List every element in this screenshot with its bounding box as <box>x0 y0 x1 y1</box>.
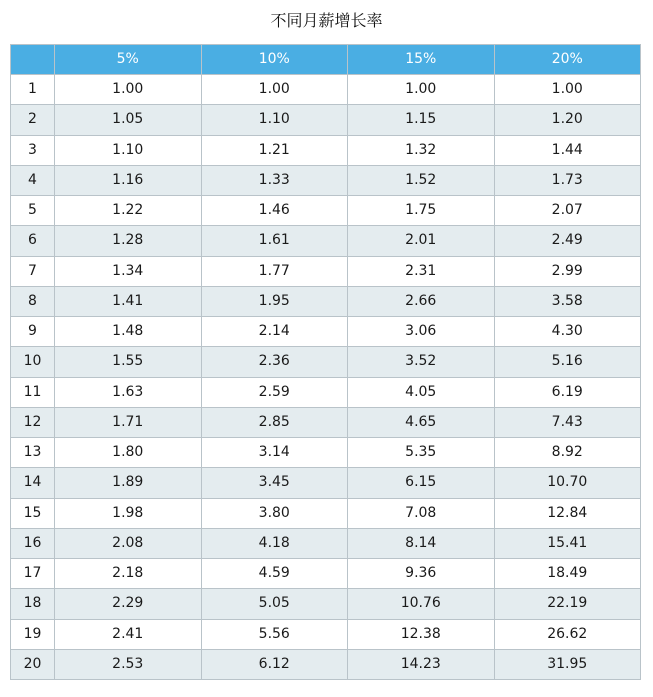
table-cell: 3.58 <box>494 286 641 316</box>
table-cell: 8.14 <box>348 528 495 558</box>
table-cell: 1.71 <box>55 407 202 437</box>
header-cell-15-percent: 15% <box>348 45 495 75</box>
table-cell: 9.36 <box>348 559 495 589</box>
table-cell: 2.07 <box>494 196 641 226</box>
table-row <box>11 407 641 437</box>
table-row <box>11 256 641 286</box>
table-cell: 15.41 <box>494 528 641 558</box>
table-cell: 1.15 <box>348 105 495 135</box>
table-cell: 1.16 <box>55 165 202 195</box>
table-header <box>11 45 641 75</box>
table-cell: 1.63 <box>55 377 202 407</box>
table-cell: 1.00 <box>201 75 348 105</box>
row-index-cell: 15 <box>11 498 55 528</box>
table-cell: 2.01 <box>348 226 495 256</box>
table-cell: 22.19 <box>494 589 641 619</box>
table-cell: 12.38 <box>348 619 495 649</box>
table-cell: 1.89 <box>55 468 202 498</box>
table-cell: 1.44 <box>494 135 641 165</box>
row-index-cell: 12 <box>11 407 55 437</box>
table-body <box>11 75 641 680</box>
table-row <box>11 165 641 195</box>
header-row <box>11 45 641 75</box>
row-index-cell: 7 <box>11 256 55 286</box>
table-row <box>11 226 641 256</box>
table-cell: 12.84 <box>494 498 641 528</box>
table-row <box>11 649 641 679</box>
table-cell: 1.46 <box>201 196 348 226</box>
table-row <box>11 75 641 105</box>
table-row <box>11 468 641 498</box>
table-cell: 4.05 <box>348 377 495 407</box>
table-cell: 5.35 <box>348 438 495 468</box>
table-row <box>11 438 641 468</box>
table-cell: 1.32 <box>348 135 495 165</box>
table-row <box>11 589 641 619</box>
table-cell: 1.95 <box>201 286 348 316</box>
table-cell: 4.30 <box>494 317 641 347</box>
table-cell: 31.95 <box>494 649 641 679</box>
table-cell: 3.52 <box>348 347 495 377</box>
table-cell: 5.16 <box>494 347 641 377</box>
table-cell: 1.41 <box>55 286 202 316</box>
row-index-cell: 14 <box>11 468 55 498</box>
table-cell: 2.29 <box>55 589 202 619</box>
table-cell: 1.77 <box>201 256 348 286</box>
table-cell: 1.52 <box>348 165 495 195</box>
table-cell: 1.00 <box>55 75 202 105</box>
row-index-cell: 1 <box>11 75 55 105</box>
table-row <box>11 286 641 316</box>
row-index-cell: 5 <box>11 196 55 226</box>
row-index-cell: 4 <box>11 165 55 195</box>
table-cell: 2.18 <box>55 559 202 589</box>
header-cell-index <box>11 45 55 75</box>
table-cell: 10.70 <box>494 468 641 498</box>
table-cell: 1.34 <box>55 256 202 286</box>
row-index-cell: 8 <box>11 286 55 316</box>
table-cell: 1.75 <box>348 196 495 226</box>
table-cell: 1.33 <box>201 165 348 195</box>
table-row <box>11 528 641 558</box>
table-cell: 1.80 <box>55 438 202 468</box>
table-cell: 26.62 <box>494 619 641 649</box>
table-cell: 18.49 <box>494 559 641 589</box>
table-row <box>11 135 641 165</box>
table-cell: 3.80 <box>201 498 348 528</box>
table-row <box>11 196 641 226</box>
row-index-cell: 6 <box>11 226 55 256</box>
row-index-cell: 9 <box>11 317 55 347</box>
table-row <box>11 317 641 347</box>
table-cell: 2.14 <box>201 317 348 347</box>
row-index-cell: 3 <box>11 135 55 165</box>
header-cell-5-percent: 5% <box>55 45 202 75</box>
data-table <box>10 44 641 680</box>
table-cell: 2.36 <box>201 347 348 377</box>
row-index-cell: 11 <box>11 377 55 407</box>
table-cell: 2.66 <box>348 286 495 316</box>
table-cell: 1.21 <box>201 135 348 165</box>
header-cell-10-percent: 10% <box>201 45 348 75</box>
table-cell: 1.05 <box>55 105 202 135</box>
table-cell: 1.61 <box>201 226 348 256</box>
table-cell: 5.56 <box>201 619 348 649</box>
table-cell: 2.53 <box>55 649 202 679</box>
row-index-cell: 16 <box>11 528 55 558</box>
table-cell: 1.73 <box>494 165 641 195</box>
table-cell: 10.76 <box>348 589 495 619</box>
table-cell: 7.08 <box>348 498 495 528</box>
row-index-cell: 17 <box>11 559 55 589</box>
table-cell: 7.43 <box>494 407 641 437</box>
table-row <box>11 377 641 407</box>
table-cell: 2.41 <box>55 619 202 649</box>
table-cell: 2.59 <box>201 377 348 407</box>
table-cell: 4.18 <box>201 528 348 558</box>
table-cell: 3.45 <box>201 468 348 498</box>
table-cell: 1.00 <box>348 75 495 105</box>
row-index-cell: 2 <box>11 105 55 135</box>
table-cell: 5.05 <box>201 589 348 619</box>
row-index-cell: 18 <box>11 589 55 619</box>
header-cell-20-percent: 20% <box>494 45 641 75</box>
table-cell: 1.00 <box>494 75 641 105</box>
table-cell: 2.85 <box>201 407 348 437</box>
table-cell: 1.28 <box>55 226 202 256</box>
row-index-cell: 13 <box>11 438 55 468</box>
table-row <box>11 559 641 589</box>
table-row <box>11 105 641 135</box>
table-title: 不同月薪增长率 <box>270 11 383 30</box>
table-row <box>11 619 641 649</box>
table-cell: 1.10 <box>201 105 348 135</box>
table-cell: 1.55 <box>55 347 202 377</box>
table-cell: 2.49 <box>494 226 641 256</box>
table-cell: 14.23 <box>348 649 495 679</box>
row-index-cell: 20 <box>11 649 55 679</box>
table-cell: 1.10 <box>55 135 202 165</box>
table-cell: 3.06 <box>348 317 495 347</box>
row-index-cell: 10 <box>11 347 55 377</box>
row-index-cell: 19 <box>11 619 55 649</box>
table-cell: 1.48 <box>55 317 202 347</box>
table-cell: 1.20 <box>494 105 641 135</box>
table-row <box>11 347 641 377</box>
table-cell: 1.98 <box>55 498 202 528</box>
table-row <box>11 498 641 528</box>
table-cell: 6.19 <box>494 377 641 407</box>
table-cell: 2.31 <box>348 256 495 286</box>
table-cell: 2.99 <box>494 256 641 286</box>
table-cell: 4.59 <box>201 559 348 589</box>
table-cell: 4.65 <box>348 407 495 437</box>
table-cell: 1.22 <box>55 196 202 226</box>
table-cell: 8.92 <box>494 438 641 468</box>
table-cell: 6.12 <box>201 649 348 679</box>
table-cell: 6.15 <box>348 468 495 498</box>
table-cell: 3.14 <box>201 438 348 468</box>
table-cell: 2.08 <box>55 528 202 558</box>
